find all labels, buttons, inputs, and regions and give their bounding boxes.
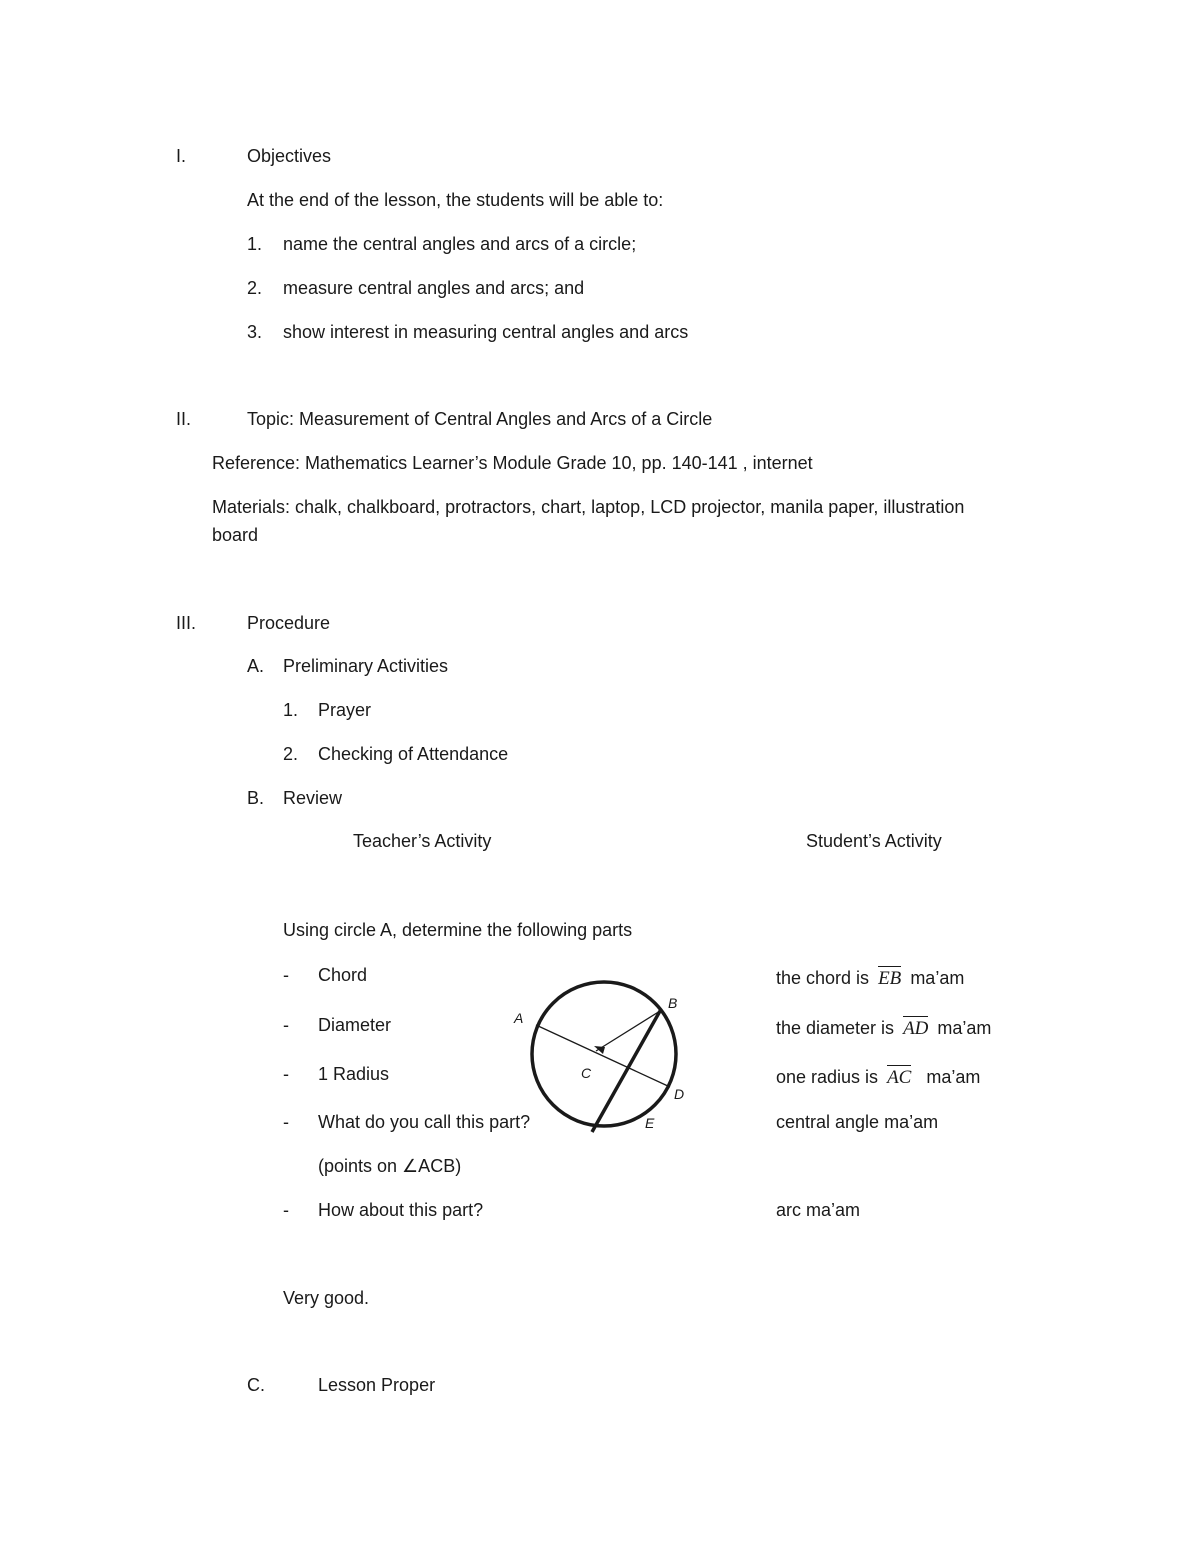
subsection-a-title: Preliminary Activities [283, 656, 449, 676]
answer-diameter [776, 1016, 991, 1038]
subsection-b-letter: B. [247, 788, 265, 808]
question-dash: - [283, 965, 289, 985]
objective-2-number: 2. [247, 278, 263, 298]
objectives-intro: At the end of the lesson, the students will be able to: [247, 190, 664, 210]
circle-a [532, 982, 676, 1126]
segment-eb: EB [878, 968, 902, 989]
question-arc: How about this part? [318, 1200, 484, 1220]
review-prompt: Using circle A, determine the following parts [283, 920, 633, 940]
subsection-b-title: Review [283, 788, 343, 808]
label-c: C [581, 1065, 592, 1081]
question-diameter: Diameter [318, 1015, 392, 1035]
subsection-a-letter: A. [247, 656, 265, 676]
section-3-title: Procedure [247, 613, 331, 633]
question-dash: - [283, 1015, 289, 1035]
teacher-activity-header: Teacher’s Activity [353, 831, 492, 851]
objective-1-number: 1. [247, 234, 263, 254]
materials-line-1: Materials: chalk, chalkboard, protractors, chart, laptop, LCD projector, manila paper, illustration [212, 497, 965, 517]
praise-text: Very good. [283, 1288, 370, 1308]
subsection-c-letter: C. [247, 1375, 265, 1395]
materials-line-2: board [212, 525, 259, 545]
label-a: A [514, 1010, 524, 1026]
question-chord: Chord [318, 965, 368, 985]
answer-chord-suffix: ma’am [910, 968, 965, 988]
chord-eb [592, 1011, 660, 1132]
label-d: D [674, 1086, 685, 1102]
circle-figure [500, 965, 700, 1145]
answer-diameter-suffix: ma’am [937, 1018, 992, 1038]
answer-radius-suffix: ma’am [926, 1067, 981, 1087]
section-3-number: III. [176, 613, 197, 633]
segment-ad: AD [903, 1018, 929, 1039]
question-central-angle: What do you call this part? [318, 1112, 531, 1132]
question-dash: - [283, 1200, 289, 1220]
student-activity-header: Student’s Activity [806, 831, 942, 851]
objective-3-number: 3. [247, 322, 263, 342]
answer-radius-prefix: one radius is [776, 1067, 879, 1087]
answer-arc: arc ma’am [776, 1200, 861, 1220]
diameter-ad [536, 1025, 670, 1087]
activity-2-number: 2. [283, 744, 299, 764]
label-e: E [645, 1115, 655, 1131]
subsection-c-title: Lesson Proper [318, 1375, 436, 1395]
section-2-title: Topic: Measurement of Central Angles and Arcs of a Circle [247, 409, 713, 429]
label-b: B [668, 995, 678, 1011]
objective-1-text: name the central angles and arcs of a circle; [283, 234, 637, 254]
answer-diameter-prefix: the diameter is [776, 1018, 895, 1038]
objective-2-text: measure central angles and arcs; and [283, 278, 585, 298]
activity-1-number: 1. [283, 700, 299, 720]
section-1-number: I. [176, 146, 187, 166]
answer-radius [776, 1065, 980, 1087]
question-dash: - [283, 1112, 289, 1132]
question-radius: 1 Radius [318, 1064, 390, 1084]
activity-2-text: Checking of Attendance [318, 744, 509, 764]
answer-chord [776, 966, 964, 988]
objective-3-text: show interest in measuring central angles and arcs [283, 322, 689, 342]
points-note: (points on ∠ACB) [318, 1156, 462, 1176]
answer-chord-prefix: the chord is [776, 968, 870, 988]
section-2-number: II. [176, 409, 192, 429]
section-1-title: Objectives [247, 146, 332, 166]
question-dash: - [283, 1064, 289, 1084]
segment-ac: AC [887, 1067, 912, 1088]
answer-central-angle: central angle ma’am [776, 1112, 939, 1132]
reference-line: Reference: Mathematics Learner’s Module Grade 10, pp. 140-141 , internet [212, 453, 813, 473]
activity-1-text: Prayer [318, 700, 372, 720]
